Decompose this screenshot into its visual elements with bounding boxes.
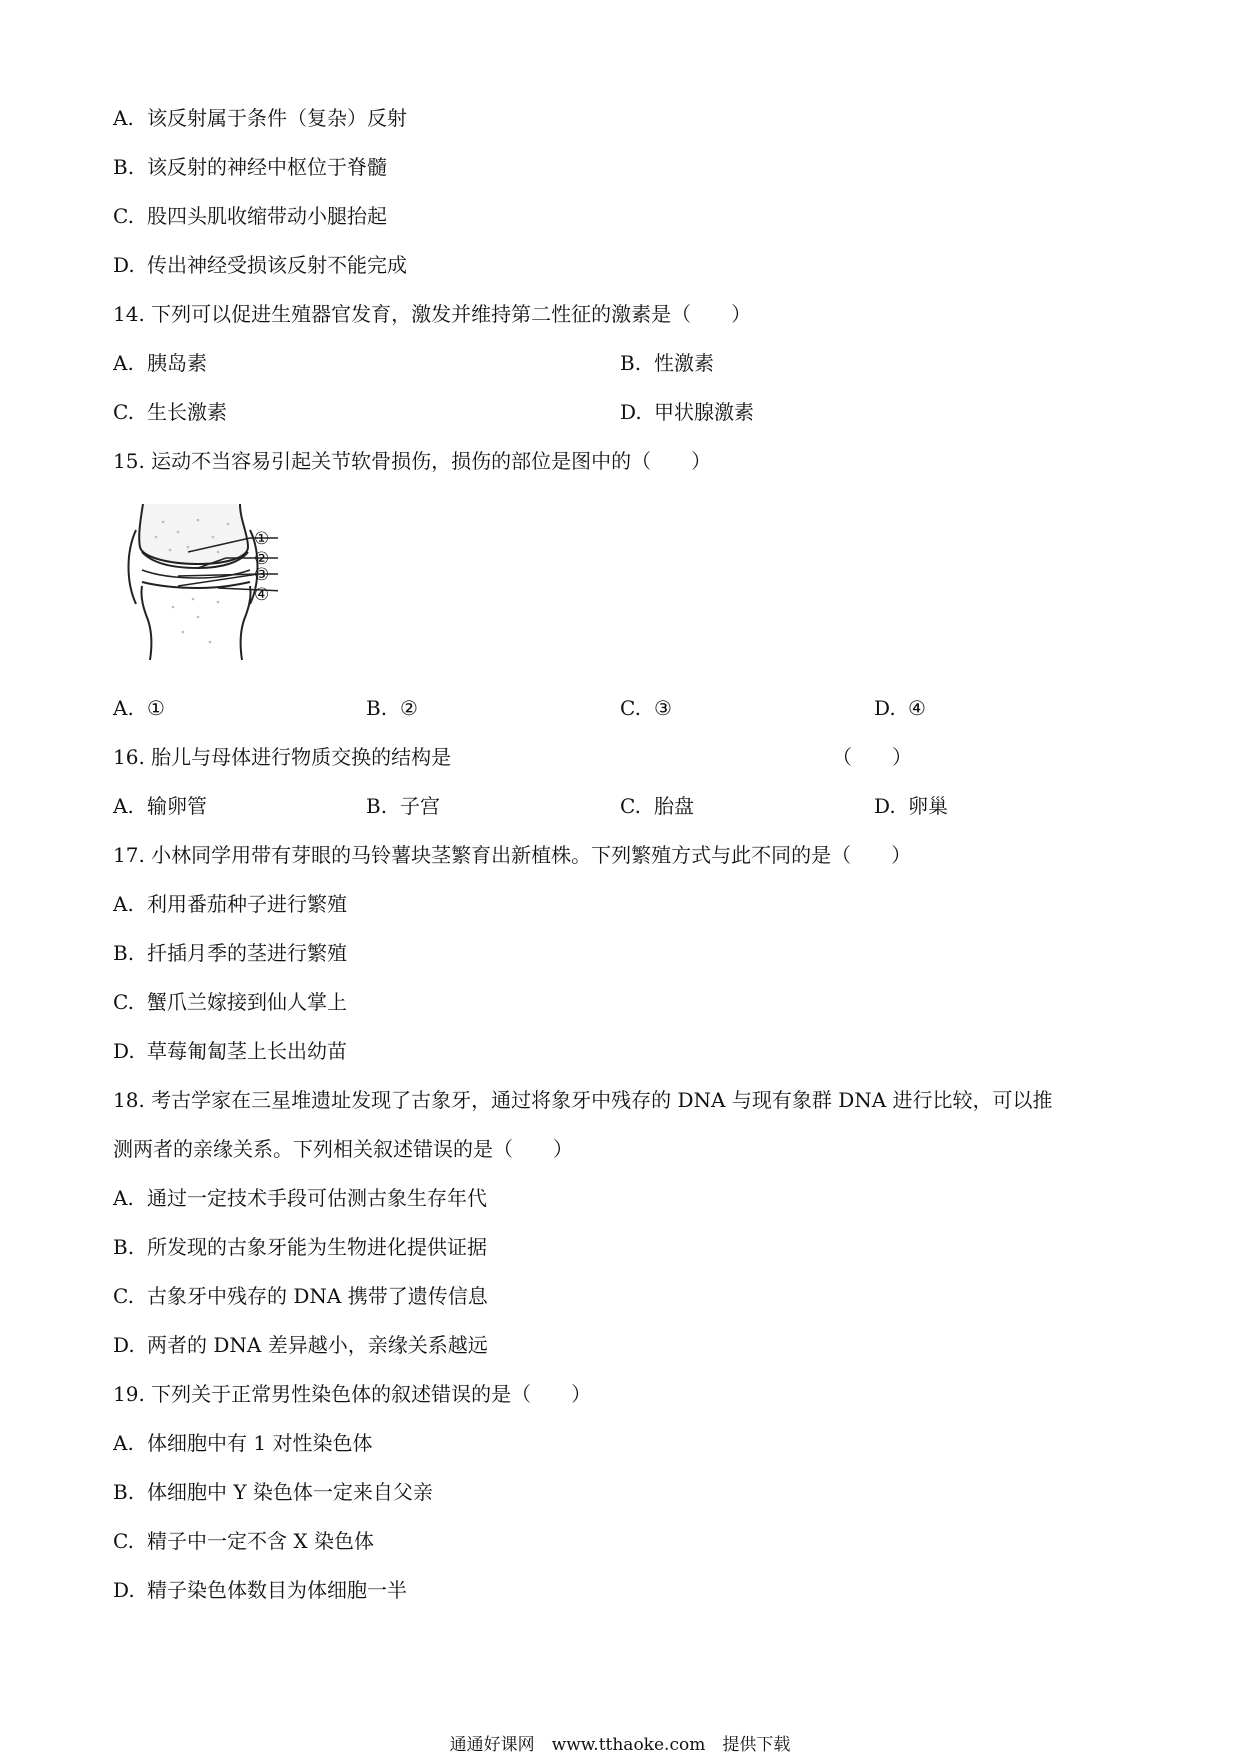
q16-option-d: D. 卵巢 [874,794,948,818]
q16-option-a: A. 输卵管 [113,794,207,818]
q19-option-c: C. 精子中一定不含 X 染色体 [113,1529,374,1553]
q14-option-b: B. 性激素 [620,351,714,375]
page-footer: 通通好课网 www.tthaoke.com 提供下载 [449,1735,791,1755]
q16-option-c: C. 胎盘 [620,794,694,818]
q19-option-b: B. 体细胞中 Y 染色体一定来自父亲 [113,1480,433,1504]
q19-option-d: D. 精子染色体数目为体细胞一半 [113,1578,407,1602]
q18-option-c: C. 古象牙中残存的 DNA 携带了遗传信息 [113,1284,488,1308]
q17-option-b: B. 扦插月季的茎进行繁殖 [113,941,347,965]
q15-option-b: B. ② [366,696,418,720]
q19-stem: 19. 下列关于正常男性染色体的叙述错误的是（ ） [113,1382,592,1406]
figure-label-3: ③ [254,565,270,585]
q13-option-b: B. 该反射的神经中枢位于脊髓 [113,155,387,179]
q13-option-c: C. 股四头肌收缩带动小腿抬起 [113,204,387,228]
q18-option-d: D. 两者的 DNA 差异越小，亲缘关系越远 [113,1333,488,1357]
q16-option-b: B. 子宫 [366,794,440,818]
q18-stem-line1: 18. 考古学家在三星堆遗址发现了古象牙，通过将象牙中残存的 DNA 与现有象群 DNA 进行比较，可以推 [113,1088,1053,1112]
tibia-bone [141,586,250,660]
q18-option-a: A. 通过一定技术手段可估测古象生存年代 [113,1186,487,1210]
figure-label-2: ② [254,549,270,569]
q17-option-a: A. 利用番茄种子进行繁殖 [113,892,347,916]
q15-option-a: A. ① [113,696,165,720]
q14-option-c: C. 生长激素 [113,400,227,424]
femur-bone [139,504,248,564]
q14-option-a: A. 胰岛素 [113,351,207,375]
q15-option-d: D. ④ [874,696,926,720]
q15-stem: 15. 运动不当容易引起关节软骨损伤，损伤的部位是图中的（ ） [113,449,712,473]
figure-label-1: ① [254,529,270,549]
q16-answer-paren: （ ） [832,745,912,769]
q17-option-c: C. 蟹爪兰嫁接到仙人掌上 [113,990,347,1014]
q13-option-a: A. 该反射属于条件（复杂）反射 [113,106,407,130]
q18-stem-line2: 测两者的亲缘关系。下列相关叙述错误的是（ ） [113,1137,573,1161]
q17-option-d: D. 草莓匍匐茎上长出幼苗 [113,1039,347,1063]
q19-option-a: A. 体细胞中有 1 对性染色体 [113,1431,373,1455]
q17-stem: 17. 小林同学用带有芽眼的马铃薯块茎繁育出新植株。下列繁殖方式与此不同的是（ ） [113,843,912,867]
figure-label-4: ④ [254,585,270,605]
q13-option-d: D. 传出神经受损该反射不能完成 [113,253,407,277]
q16-stem: 16. 胎儿与母体进行物质交换的结构是 [113,745,452,769]
q14-option-d: D. 甲状腺激素 [620,400,754,424]
q14-stem: 14. 下列可以促进生殖器官发育，激发并维持第二性征的激素是（ ） [113,302,752,326]
q15-option-c: C. ③ [620,696,672,720]
q18-option-b: B. 所发现的古象牙能为生物进化提供证据 [113,1235,487,1259]
joint-capsule [129,530,137,604]
